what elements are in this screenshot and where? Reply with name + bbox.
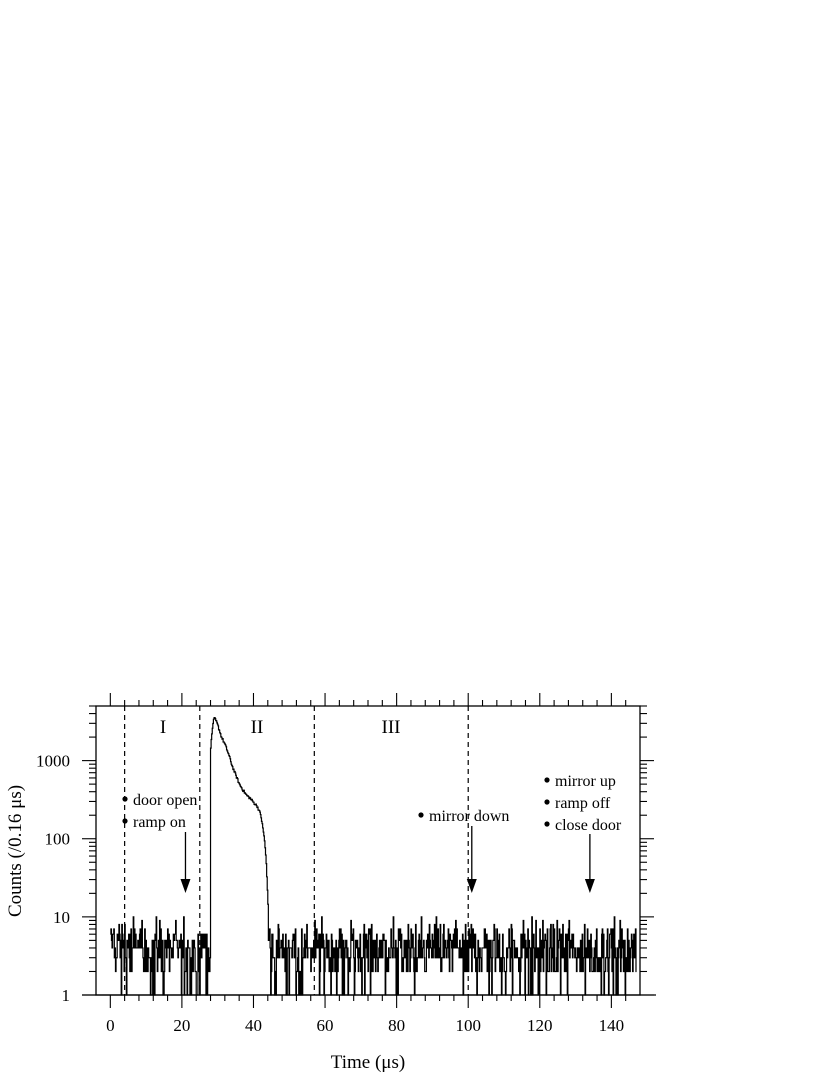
annotation-text-ramp-on: ramp on: [133, 814, 186, 831]
bullet-icon: [544, 821, 549, 826]
x-tick-label: 80: [388, 1016, 406, 1035]
annotation-text-door-open: door open: [133, 792, 198, 809]
x-tick-label: 140: [598, 1016, 625, 1035]
bullet-icon: [122, 796, 127, 801]
x-tick-label: 60: [316, 1016, 334, 1035]
y-tick-label: 100: [44, 829, 70, 849]
x-axis-title: Time (μs): [330, 1052, 406, 1073]
x-tick-label: 20: [173, 1016, 191, 1035]
arrow-down-icon: [180, 879, 190, 893]
data-layer: [110, 718, 636, 995]
annotation-text-mirror-down: mirror down: [429, 808, 510, 825]
annotation-mirror-down: [418, 808, 509, 825]
y-tick-label: 10: [53, 907, 70, 927]
bullet-icon: [544, 799, 549, 804]
region-label-i: I: [159, 717, 167, 738]
annotation-text-close-door: close door: [555, 817, 622, 834]
y-tick-label: 1000: [36, 751, 70, 771]
axis-tick-labels: [36, 752, 624, 1035]
bullet-icon: [418, 812, 423, 817]
annotation-text-mirror-up: mirror up: [555, 773, 616, 790]
bullet-icon: [544, 777, 549, 782]
annotation-text-ramp-off: ramp off: [555, 795, 611, 812]
annotation-mirror-up: [544, 773, 621, 834]
y-axis-title: Counts (/0.16 μs): [5, 784, 26, 918]
annotation-door-open: [122, 792, 197, 831]
x-tick-label: 0: [106, 1016, 115, 1035]
annotation-arrows: [180, 826, 594, 893]
x-tick-label: 100: [455, 1016, 481, 1035]
bullet-icon: [122, 818, 127, 823]
x-tick-label: 40: [244, 1016, 262, 1035]
region-label-ii: II: [250, 717, 264, 738]
counts-series-line: [110, 718, 636, 995]
arrow-down-icon: [585, 879, 595, 893]
y-tick-label: 1: [61, 986, 70, 1005]
x-tick-label: 120: [527, 1016, 553, 1035]
region-label-iii: III: [381, 717, 401, 738]
